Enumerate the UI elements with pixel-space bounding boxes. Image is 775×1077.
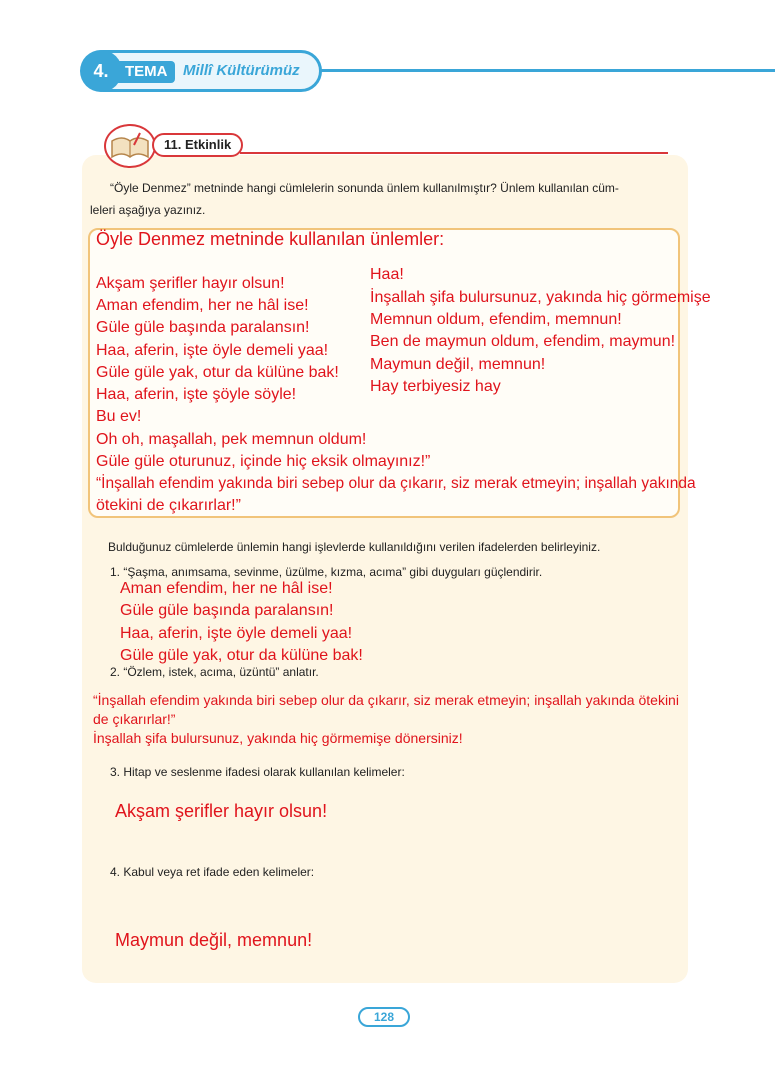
q2-answer: “İnşallah efendim yakında biri sebep olur da çıkarır, siz merak etmeyin; inşallah yakında ötekini — [93, 692, 679, 708]
page-number: 128 — [358, 1007, 410, 1027]
activity-rule — [240, 152, 668, 154]
q1-answer: Güle güle yak, otur da külüne bak! — [120, 647, 363, 664]
q1-answer: Aman efendim, her ne hâl ise! — [120, 580, 333, 597]
book-icon — [104, 124, 156, 168]
answer-right-line: Haa! — [370, 266, 404, 283]
question-2: 2. “Özlem, istek, acıma, üzüntü” anlatır. — [110, 665, 319, 679]
answer-left-line: Haa, aferin, işte şöyle söyle! — [96, 386, 297, 403]
header-rule — [300, 69, 775, 72]
answer-left-line: Bu ev! — [96, 408, 142, 425]
answer-left-line: Haa, aferin, işte öyle demeli yaa! — [96, 342, 329, 359]
q1-answer: Güle güle başında paralansın! — [120, 602, 334, 619]
question-1: 1. “Şaşma, anımsama, sevinme, üzülme, kızma, acıma” gibi duyguları güçlendirir. — [110, 565, 543, 579]
prompt-2: Bulduğunuz cümlelerde ünlemin hangi işlevlerde kullanıldığını verilen ifadelerden belirleyiniz. — [108, 540, 601, 554]
q3-answer: Akşam şerifler hayır olsun! — [115, 801, 328, 821]
open-book-icon — [110, 131, 150, 161]
question-3: 3. Hitap ve seslenme ifadesi olarak kullanılan kelimeler: — [110, 765, 405, 779]
q2-answer: İnşallah şifa bulursunuz, yakında hiç görmemişe dönersiniz! — [93, 730, 463, 746]
prompt-line-2: leleri aşağıya yazınız. — [90, 203, 206, 217]
unit-number: 4. — [80, 50, 122, 92]
answer-left-line: Güle güle yak, otur da külüne bak! — [96, 364, 339, 381]
q1-answer: Haa, aferin, işte öyle demeli yaa! — [120, 625, 353, 642]
answer-left-line: Aman efendim, her ne hâl ise! — [96, 297, 309, 314]
answer-right-line: İnşallah şifa bulursunuz, yakında hiç görmemişe — [370, 289, 711, 306]
answer-left-line: Akşam şerifler hayır olsun! — [96, 275, 285, 292]
answer-left-line: ötekini de çıkarırlar!” — [96, 497, 241, 514]
prompt-line-1: “Öyle Denmez” metninde hangi cümlelerin sonunda ünlem kullanılmıştır? Ünlem kullanılan cüm- — [110, 181, 619, 195]
answer-left-line: “İnşallah efendim yakında biri sebep olur da çıkarır, siz merak etmeyin; inşallah yakında — [96, 475, 696, 492]
answer-left-line: Güle güle oturunuz, içinde hiç eksik olmayınız!” — [96, 453, 431, 470]
unit-title: Millî Kültürümüz — [183, 62, 300, 79]
answer-right-line: Maymun değil, memnun! — [370, 356, 546, 373]
q4-answer: Maymun değil, memnun! — [115, 930, 313, 950]
answer-right-line: Ben de maymun oldum, efendim, maymun! — [370, 333, 676, 350]
question-4: 4. Kabul veya ret ifade eden kelimeler: — [110, 865, 315, 879]
q2-answer: de çıkarırlar!” — [93, 711, 176, 727]
answer-heading: Öyle Denmez metninde kullanılan ünlemler: — [96, 229, 445, 249]
answer-right-line: Memnun oldum, efendim, memnun! — [370, 311, 622, 328]
unit-word: TEMA — [118, 61, 175, 83]
activity-label: 11. Etkinlik — [152, 133, 243, 157]
answer-left-line: Oh oh, maşallah, pek memnun oldum! — [96, 431, 367, 448]
answer-right-line: Hay terbiyesiz hay — [370, 378, 501, 395]
answer-left-line: Güle güle başında paralansın! — [96, 319, 310, 336]
